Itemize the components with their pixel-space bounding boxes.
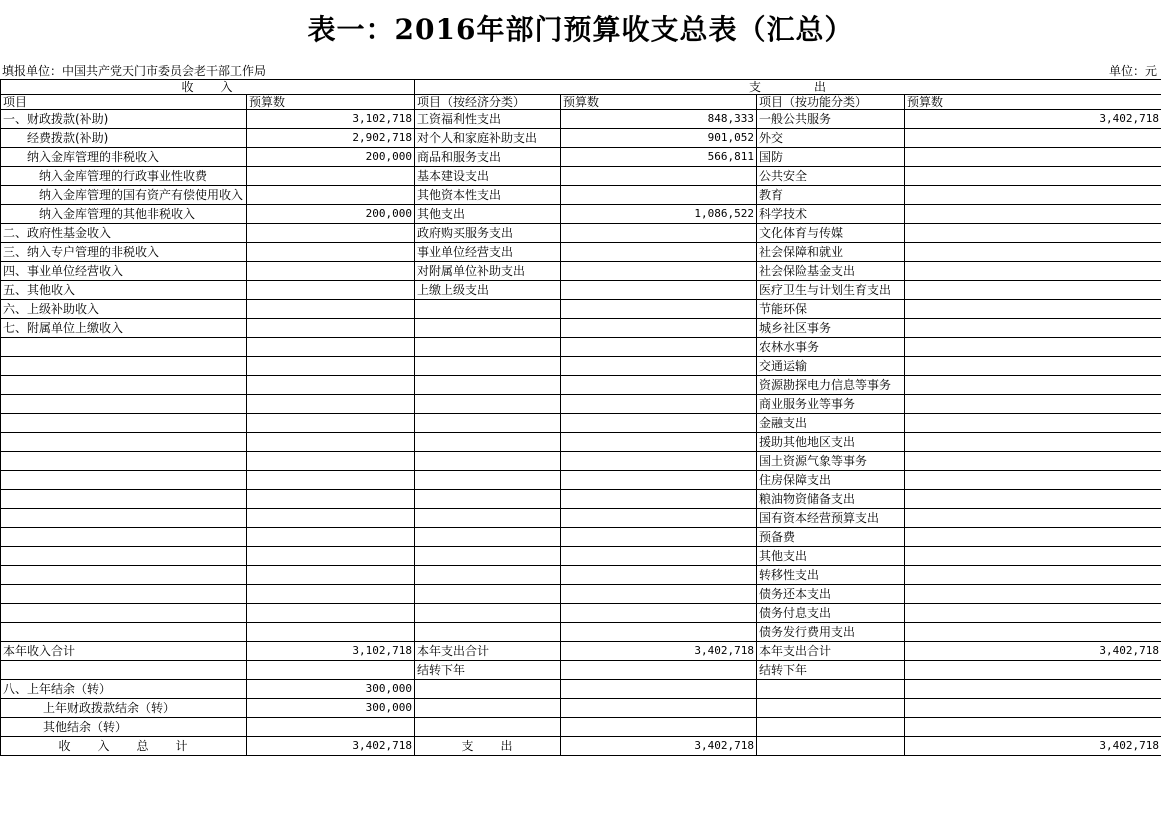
table-row	[1, 566, 1161, 585]
econ-item-cell	[415, 490, 561, 509]
income-item-cell: 二、政府性基金收入	[1, 224, 247, 243]
income-amount-cell	[247, 661, 415, 680]
func-item-cell: 交通运输	[757, 357, 905, 376]
func-amount-cell	[905, 167, 1161, 186]
econ-item-cell	[415, 357, 561, 376]
econ-amount-cell	[561, 224, 757, 243]
income-amount-cell	[247, 623, 415, 642]
econ-amount-cell: 1,086,522	[561, 205, 757, 224]
econ-item-cell: 对附属单位补助支出	[415, 262, 561, 281]
income-item-cell: 其他结余（转）	[1, 718, 247, 737]
func-total-amount: 3,402,718	[905, 737, 1161, 756]
income-item-cell: 八、上年结余（转）	[1, 680, 247, 699]
econ-amount-cell	[561, 338, 757, 357]
table-row	[1, 414, 1161, 433]
table-row	[1, 300, 1161, 319]
func-item-cell: 农林水事务	[757, 338, 905, 357]
func-item-cell: 结转下年	[757, 661, 905, 680]
income-amount-cell	[247, 433, 415, 452]
func-amount-cell	[905, 357, 1161, 376]
table-row	[1, 262, 1161, 281]
econ-total-amount: 3,402,718	[561, 737, 757, 756]
income-amount-cell: 3,102,718	[247, 642, 415, 661]
table-row	[1, 604, 1161, 623]
income-amount-cell	[247, 718, 415, 737]
table-row	[1, 661, 1161, 680]
filing-unit: 填报单位：中国共产党天门市委员会老干部工作局	[2, 64, 267, 78]
header-econ-amount: 预算数	[561, 95, 757, 110]
income-item-cell: 纳入金库管理的国有资产有偿使用收入	[1, 186, 247, 205]
func-amount-cell	[905, 471, 1161, 490]
header-func-item: 项目（按功能分类）	[757, 95, 905, 110]
func-item-cell	[757, 718, 905, 737]
table-row	[1, 167, 1161, 186]
econ-item-cell	[415, 376, 561, 395]
income-item-cell: 五、其他收入	[1, 281, 247, 300]
econ-amount-cell	[561, 490, 757, 509]
func-item-cell: 社会保障和就业	[757, 243, 905, 262]
table-row	[1, 642, 1161, 661]
income-item-cell: 经费拨款(补助)	[1, 129, 247, 148]
econ-item-cell	[415, 338, 561, 357]
func-item-cell: 其他支出	[757, 547, 905, 566]
func-item-cell: 医疗卫生与计划生育支出	[757, 281, 905, 300]
income-item-cell	[1, 433, 247, 452]
income-amount-cell: 200,000	[247, 205, 415, 224]
econ-item-cell: 本年支出合计	[415, 642, 561, 661]
func-amount-cell	[905, 243, 1161, 262]
income-item-cell: 七、附属单位上缴收入	[1, 319, 247, 338]
income-amount-cell	[247, 566, 415, 585]
econ-item-cell	[415, 718, 561, 737]
func-item-cell: 债务发行费用支出	[757, 623, 905, 642]
func-amount-cell	[905, 528, 1161, 547]
income-item-cell: 纳入金库管理的非税收入	[1, 148, 247, 167]
econ-amount-cell	[561, 604, 757, 623]
func-total-blank	[757, 737, 905, 756]
func-item-cell: 本年支出合计	[757, 642, 905, 661]
econ-amount-cell: 901,052	[561, 129, 757, 148]
econ-item-cell: 结转下年	[415, 661, 561, 680]
econ-amount-cell: 848,333	[561, 110, 757, 129]
econ-amount-cell	[561, 262, 757, 281]
table-row	[1, 623, 1161, 642]
income-total-label: 收 入 总 计	[1, 737, 247, 756]
income-amount-cell: 200,000	[247, 148, 415, 167]
func-amount-cell	[905, 452, 1161, 471]
header-func-amount: 预算数	[905, 95, 1161, 110]
econ-amount-cell	[561, 281, 757, 300]
income-amount-cell	[247, 490, 415, 509]
section-expense: 支 出	[415, 80, 1161, 95]
func-amount-cell	[905, 718, 1161, 737]
econ-amount-cell	[561, 471, 757, 490]
income-amount-cell	[247, 262, 415, 281]
income-amount-cell: 2,902,718	[247, 129, 415, 148]
econ-item-cell	[415, 319, 561, 338]
func-amount-cell	[905, 433, 1161, 452]
econ-amount-cell: 566,811	[561, 148, 757, 167]
func-item-cell: 国防	[757, 148, 905, 167]
econ-amount-cell	[561, 433, 757, 452]
func-amount-cell: 3,402,718	[905, 642, 1161, 661]
income-amount-cell	[247, 338, 415, 357]
func-item-cell: 援助其他地区支出	[757, 433, 905, 452]
table-row	[1, 718, 1161, 737]
table-row	[1, 281, 1161, 300]
income-amount-cell	[247, 509, 415, 528]
econ-amount-cell	[561, 661, 757, 680]
func-item-cell: 金融支出	[757, 414, 905, 433]
func-item-cell: 粮油物资储备支出	[757, 490, 905, 509]
econ-item-cell	[415, 300, 561, 319]
econ-item-cell: 商品和服务支出	[415, 148, 561, 167]
income-amount-cell	[247, 376, 415, 395]
econ-amount-cell	[561, 547, 757, 566]
func-amount-cell	[905, 414, 1161, 433]
func-item-cell	[757, 680, 905, 699]
econ-item-cell: 工资福利性支出	[415, 110, 561, 129]
func-amount-cell	[905, 205, 1161, 224]
func-amount-cell	[905, 148, 1161, 167]
income-amount-cell	[247, 604, 415, 623]
func-amount-cell	[905, 300, 1161, 319]
table-row	[1, 110, 1161, 129]
table-row	[1, 129, 1161, 148]
func-item-cell: 国土资源气象等事务	[757, 452, 905, 471]
econ-amount-cell	[561, 186, 757, 205]
table-row	[1, 319, 1161, 338]
func-item-cell	[757, 699, 905, 718]
func-amount-cell	[905, 604, 1161, 623]
econ-amount-cell: 3,402,718	[561, 642, 757, 661]
table-row	[1, 585, 1161, 604]
econ-item-cell	[415, 585, 561, 604]
econ-item-cell: 政府购买服务支出	[415, 224, 561, 243]
func-amount-cell	[905, 186, 1161, 205]
section-header-row	[1, 80, 1161, 95]
income-amount-cell	[247, 471, 415, 490]
table-row	[1, 490, 1161, 509]
econ-amount-cell	[561, 319, 757, 338]
econ-item-cell	[415, 623, 561, 642]
income-amount-cell	[247, 186, 415, 205]
income-amount-cell	[247, 224, 415, 243]
table-row	[1, 395, 1161, 414]
table-row	[1, 699, 1161, 718]
func-amount-cell	[905, 395, 1161, 414]
func-item-cell: 城乡社区事务	[757, 319, 905, 338]
econ-amount-cell	[561, 395, 757, 414]
table-row	[1, 186, 1161, 205]
econ-item-cell	[415, 414, 561, 433]
func-amount-cell	[905, 680, 1161, 699]
econ-amount-cell	[561, 509, 757, 528]
func-amount-cell	[905, 281, 1161, 300]
income-total-amount: 3,402,718	[247, 737, 415, 756]
income-item-cell	[1, 528, 247, 547]
table-row	[1, 205, 1161, 224]
func-item-cell: 商业服务业等事务	[757, 395, 905, 414]
header-income-amount: 预算数	[247, 95, 415, 110]
func-item-cell: 一般公共服务	[757, 110, 905, 129]
func-item-cell: 公共安全	[757, 167, 905, 186]
income-item-cell: 纳入金库管理的其他非税收入	[1, 205, 247, 224]
func-amount-cell	[905, 129, 1161, 148]
table-row	[1, 243, 1161, 262]
econ-item-cell	[415, 395, 561, 414]
func-amount-cell	[905, 661, 1161, 680]
income-item-cell: 六、上级补助收入	[1, 300, 247, 319]
income-item-cell	[1, 357, 247, 376]
econ-item-cell: 事业单位经营支出	[415, 243, 561, 262]
econ-item-cell: 对个人和家庭补助支出	[415, 129, 561, 148]
econ-amount-cell	[561, 243, 757, 262]
econ-amount-cell	[561, 566, 757, 585]
table-row	[1, 471, 1161, 490]
func-item-cell: 资源勘探电力信息等事务	[757, 376, 905, 395]
income-amount-cell	[247, 585, 415, 604]
econ-item-cell	[415, 547, 561, 566]
income-amount-cell: 3,102,718	[247, 110, 415, 129]
income-amount-cell	[247, 281, 415, 300]
income-amount-cell	[247, 319, 415, 338]
econ-item-cell: 基本建设支出	[415, 167, 561, 186]
econ-item-cell	[415, 509, 561, 528]
income-amount-cell	[247, 167, 415, 186]
func-amount-cell	[905, 699, 1161, 718]
section-income: 收 入	[1, 80, 415, 95]
table-row	[1, 433, 1161, 452]
econ-amount-cell	[561, 718, 757, 737]
income-item-cell: 上年财政拨款结余（转）	[1, 699, 247, 718]
income-amount-cell	[247, 528, 415, 547]
income-amount-cell	[247, 300, 415, 319]
func-item-cell: 文化体育与传媒	[757, 224, 905, 243]
header-income-item: 项目	[1, 95, 247, 110]
income-item-cell: 四、事业单位经营收入	[1, 262, 247, 281]
func-amount-cell	[905, 376, 1161, 395]
income-item-cell	[1, 585, 247, 604]
income-amount-cell: 300,000	[247, 699, 415, 718]
econ-amount-cell	[561, 167, 757, 186]
income-amount-cell: 300,000	[247, 680, 415, 699]
econ-amount-cell	[561, 300, 757, 319]
income-item-cell: 纳入金库管理的行政事业性收费	[1, 167, 247, 186]
income-item-cell	[1, 376, 247, 395]
econ-item-cell	[415, 433, 561, 452]
table-row	[1, 547, 1161, 566]
econ-amount-cell	[561, 623, 757, 642]
func-item-cell: 国有资本经营预算支出	[757, 509, 905, 528]
func-item-cell: 债务付息支出	[757, 604, 905, 623]
func-item-cell: 住房保障支出	[757, 471, 905, 490]
func-amount-cell	[905, 509, 1161, 528]
table-row	[1, 528, 1161, 547]
income-amount-cell	[247, 357, 415, 376]
income-item-cell	[1, 604, 247, 623]
func-amount-cell	[905, 547, 1161, 566]
func-amount-cell	[905, 566, 1161, 585]
econ-amount-cell	[561, 528, 757, 547]
econ-item-cell: 其他资本性支出	[415, 186, 561, 205]
func-amount-cell: 3,402,718	[905, 110, 1161, 129]
expense-total-label: 支 出	[415, 737, 561, 756]
func-item-cell: 转移性支出	[757, 566, 905, 585]
table-row	[1, 224, 1161, 243]
func-item-cell: 预备费	[757, 528, 905, 547]
func-item-cell: 教育	[757, 186, 905, 205]
func-amount-cell	[905, 585, 1161, 604]
func-amount-cell	[905, 338, 1161, 357]
income-item-cell	[1, 452, 247, 471]
econ-item-cell	[415, 471, 561, 490]
income-item-cell	[1, 661, 247, 680]
income-item-cell	[1, 471, 247, 490]
income-amount-cell	[247, 414, 415, 433]
table-row	[1, 338, 1161, 357]
econ-amount-cell	[561, 414, 757, 433]
func-item-cell: 债务还本支出	[757, 585, 905, 604]
func-amount-cell	[905, 262, 1161, 281]
econ-item-cell	[415, 604, 561, 623]
budget-table	[0, 79, 1161, 756]
income-item-cell	[1, 509, 247, 528]
func-amount-cell	[905, 319, 1161, 338]
income-amount-cell	[247, 395, 415, 414]
econ-item-cell: 上缴上级支出	[415, 281, 561, 300]
econ-item-cell	[415, 566, 561, 585]
table-row	[1, 452, 1161, 471]
page-title: 表一：2016年部门预算收支总表（汇总）	[307, 13, 854, 46]
econ-item-cell	[415, 528, 561, 547]
income-item-cell	[1, 490, 247, 509]
econ-amount-cell	[561, 585, 757, 604]
column-header-row	[1, 95, 1161, 110]
econ-amount-cell	[561, 357, 757, 376]
econ-item-cell: 其他支出	[415, 205, 561, 224]
func-item-cell: 节能环保	[757, 300, 905, 319]
econ-amount-cell	[561, 376, 757, 395]
econ-item-cell	[415, 699, 561, 718]
table-row	[1, 680, 1161, 699]
income-item-cell	[1, 414, 247, 433]
income-item-cell: 三、纳入专户管理的非税收入	[1, 243, 247, 262]
income-item-cell: 一、财政拨款(补助)	[1, 110, 247, 129]
func-item-cell: 科学技术	[757, 205, 905, 224]
income-item-cell	[1, 623, 247, 642]
income-amount-cell	[247, 243, 415, 262]
table-row	[1, 148, 1161, 167]
income-item-cell	[1, 395, 247, 414]
income-item-cell	[1, 338, 247, 357]
income-item-cell	[1, 547, 247, 566]
income-item-cell: 本年收入合计	[1, 642, 247, 661]
econ-amount-cell	[561, 680, 757, 699]
income-amount-cell	[247, 547, 415, 566]
econ-amount-cell	[561, 452, 757, 471]
grand-total-row	[1, 737, 1161, 756]
currency-unit: 单位：元	[1108, 64, 1157, 78]
econ-item-cell	[415, 452, 561, 471]
econ-amount-cell	[561, 699, 757, 718]
func-item-cell: 社会保险基金支出	[757, 262, 905, 281]
header-econ-item: 项目（按经济分类）	[415, 95, 561, 110]
table-row	[1, 357, 1161, 376]
income-amount-cell	[247, 452, 415, 471]
econ-item-cell	[415, 680, 561, 699]
income-item-cell	[1, 566, 247, 585]
table-row	[1, 509, 1161, 528]
func-amount-cell	[905, 623, 1161, 642]
func-item-cell: 外交	[757, 129, 905, 148]
func-amount-cell	[905, 490, 1161, 509]
func-amount-cell	[905, 224, 1161, 243]
table-row	[1, 376, 1161, 395]
